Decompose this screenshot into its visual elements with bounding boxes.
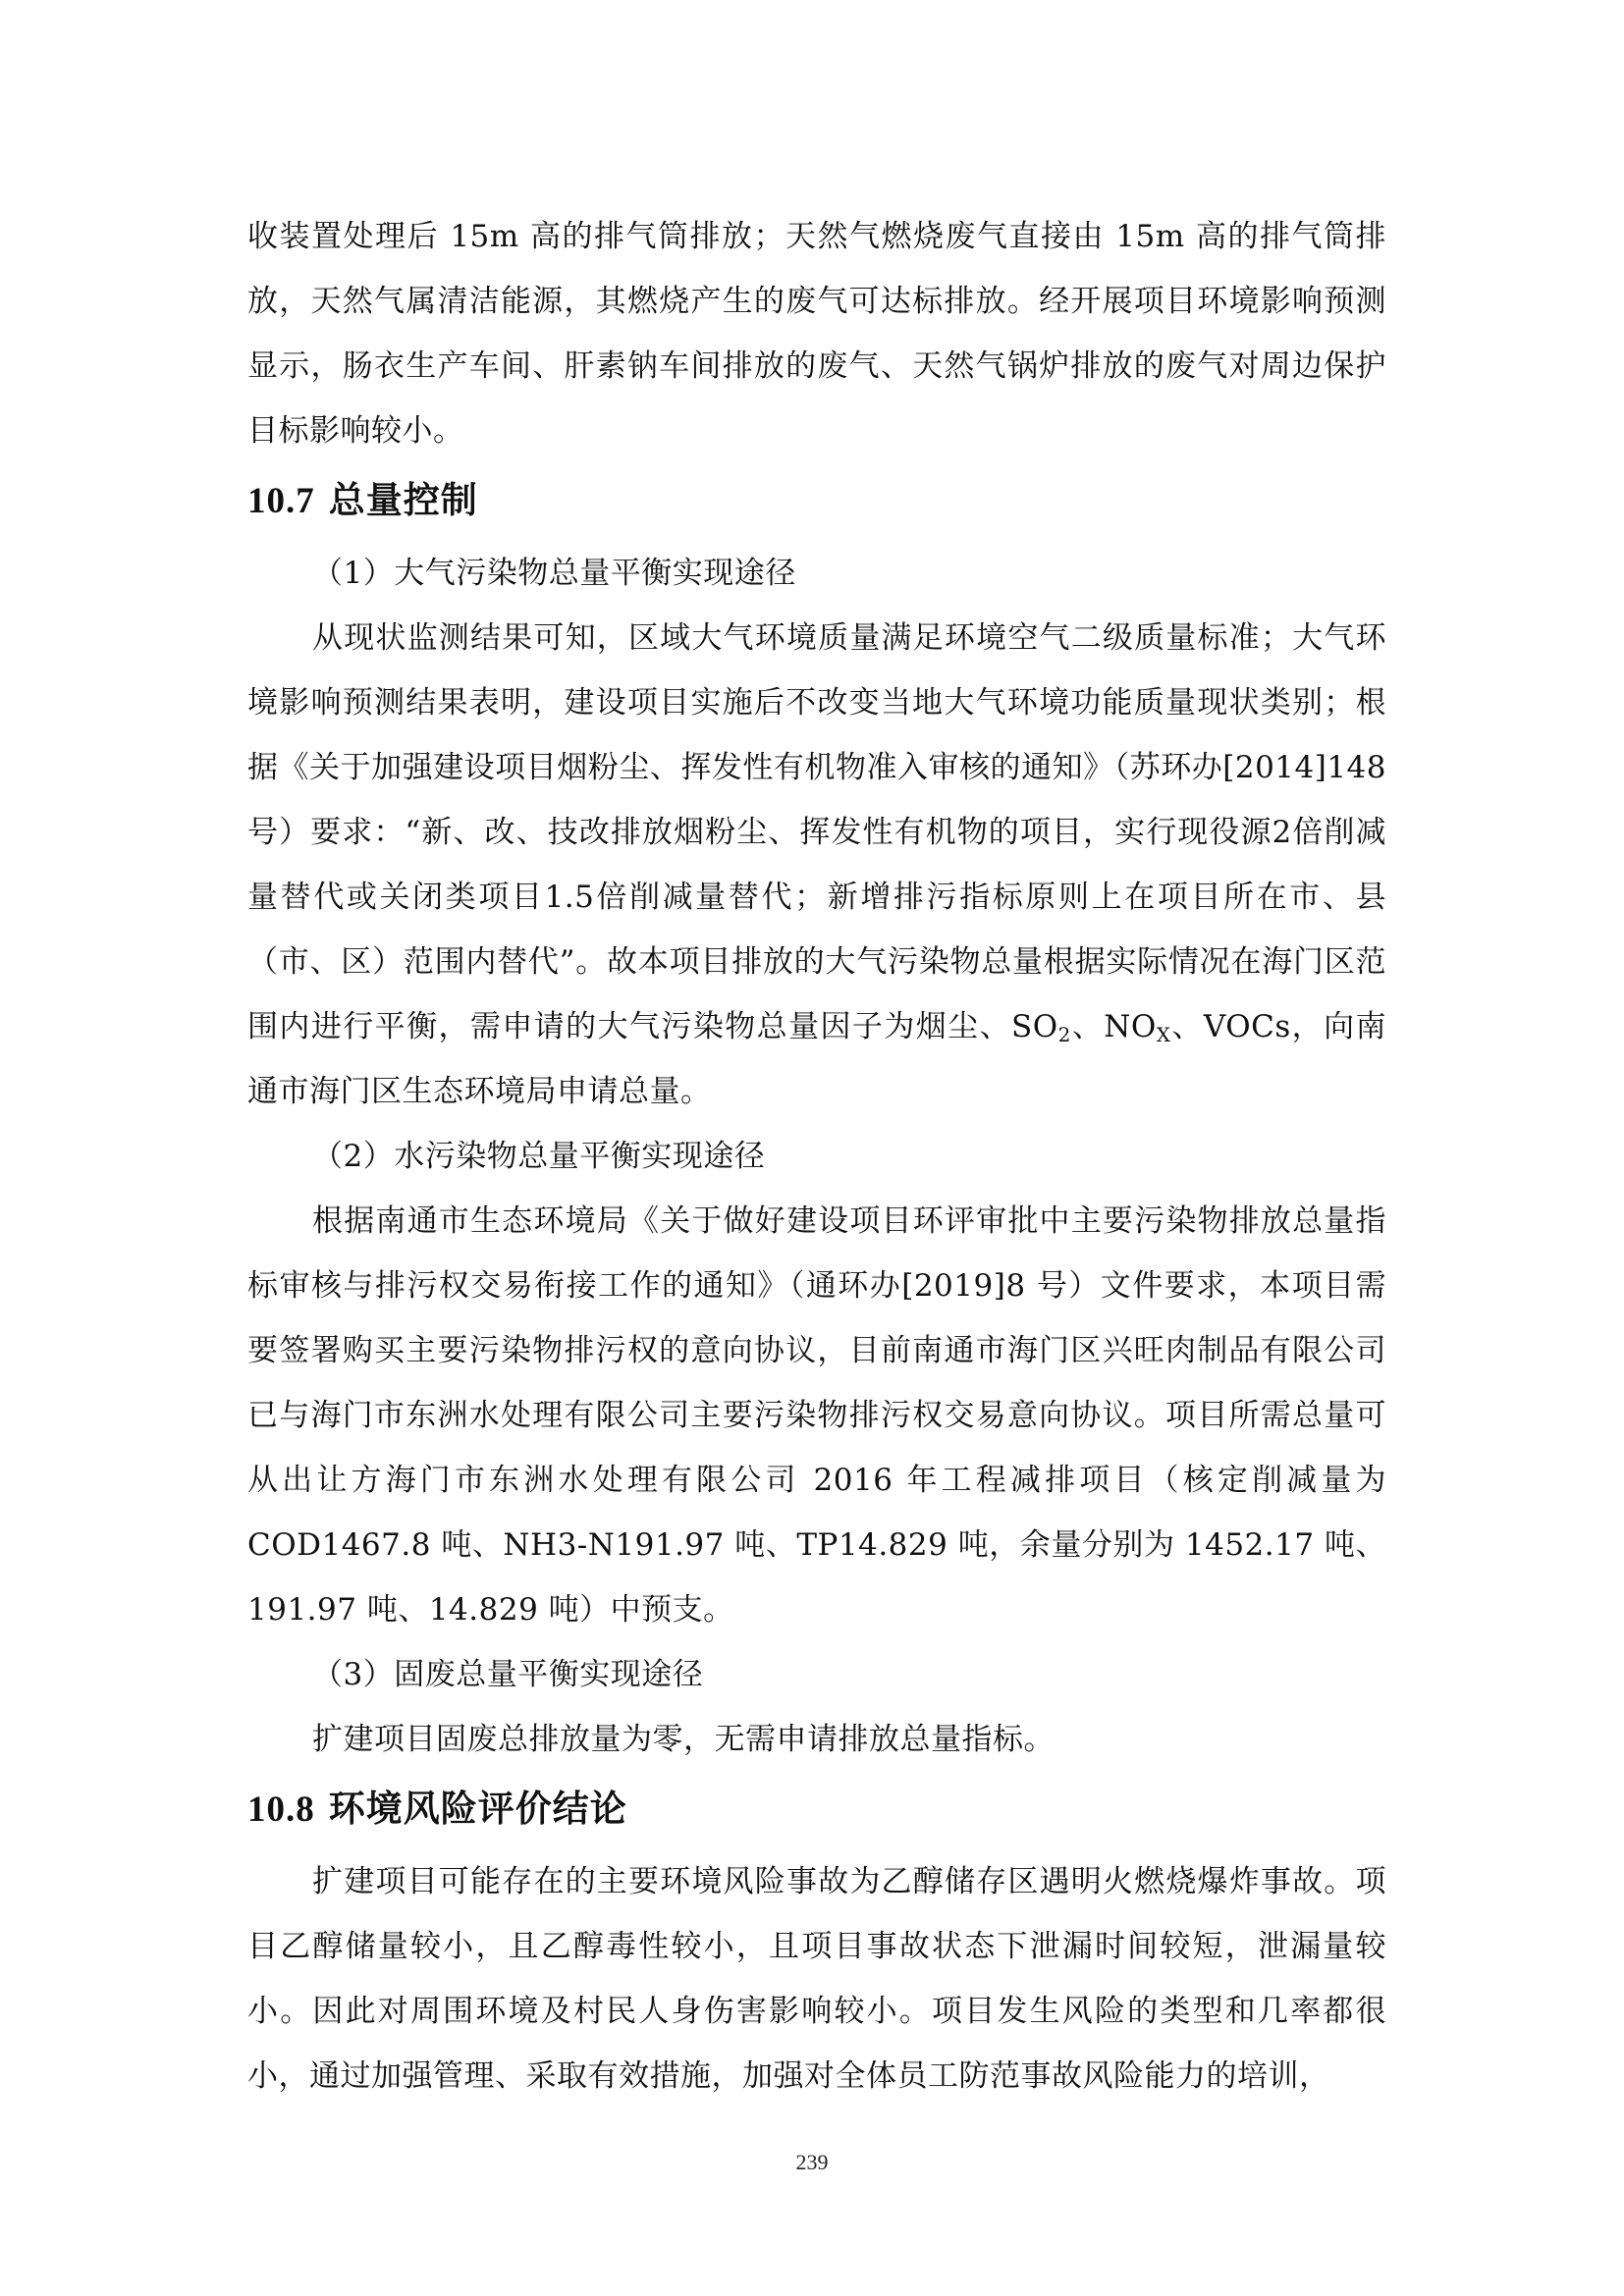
- subsection-heading-water: （2）水污染物总量平衡实现途径: [312, 1139, 766, 1174]
- section-title: 总量控制: [328, 479, 478, 521]
- page-content: [247, 204, 1386, 2109]
- nox-subscript: X: [1156, 1023, 1171, 1046]
- paragraph-environmental-risk: 扩建项目可能存在的主要环境风险事故为乙醇储存区遇明火燃烧爆炸事故。项目乙醇储量较小，且乙醇毒性较小，且项目事故状态下泄漏时间较短，泄漏量较小。因此对周围环境及村民人身伤害影响较小。项目发生风险的类型和几率都很小，通过加强管理、采取有效措施，加强对全体员工防范事故风险能力的培训，: [247, 1864, 1386, 2094]
- paragraph-water-pollutants: 根据南通市生态环境局《关于做好建设项目环评审批中主要污染物排放总量指标审核与排污权交易衔接工作的通知》（通环办[2019]8 号）文件要求，本项目需要签署购买主要污染物排污权的意向协议，目前南通市海门区兴旺肉制品有限公司已与海门市东洲水处理有限公司主要污染物排污权交易意向协议。项目所需总量可从出让方海门市东洲水处理有限公司 2016 年工程减排项目（核定削减量为 COD1467.8 吨、NH3-N191.97 吨、TP14.829 吨，余量分别为 1452.17 吨、191.97 吨、14.829 吨）中预支。: [247, 1203, 1386, 1628]
- so2-subscript: 2: [1057, 1023, 1071, 1046]
- paragraph-air-pollutants: [247, 606, 1386, 1124]
- subsection-heading-solid-waste: （3）固废总量平衡实现途径: [312, 1657, 704, 1692]
- air-text-part-2: 、NO: [1070, 1009, 1157, 1044]
- section-heading-10-8: [247, 1774, 1386, 1845]
- section-title: 环境风险评价结论: [328, 1788, 627, 1830]
- air-text-part-1: 从现状监测结果可知，区域大气环境质量满足环境空气二级质量标准；大气环境影响预测结果表明，建设项目实施后不改变当地大气环境功能质量现状类别；根据《关于加强建设项目烟粉尘、挥发性有机物准入审核的通知》（苏环办[2014]148号）要求：“新、改、技改排放烟粉尘、挥发性有机物的项目，实行现役源2倍削减量替代或关闭类项目1.5倍削减量替代；新增排污指标原则上在项目所在市、县（市、区）范围内替代”。故本项目排放的大气污染物总量根据实际情况在海门区范围内进行平衡，需申请的大气污染物总量因子为烟尘、SO: [247, 620, 1386, 1044]
- paragraph-solid-waste: 扩建项目固废总排放量为零，无需申请排放总量指标。: [312, 1722, 1055, 1757]
- air-text-part-3: 、VOCs，向南通市海门区生态环境局申请总量。: [247, 1009, 1386, 1109]
- intro-paragraph: 收装置处理后 15m 高的排气筒排放；天然气燃烧废气直接由 15m 高的排气筒排放，天然气属清洁能源，其燃烧产生的废气可达标排放。经开展项目环境影响预测显示，肠衣生产车间、肝素钠车间排放的废气、天然气锅炉排放的废气对周边保护目标影响较小。: [247, 219, 1386, 449]
- section-number: 10.8: [247, 1789, 315, 1830]
- subsection-heading-air: （1）大气污染物总量平衡实现途径: [312, 556, 796, 591]
- section-heading-10-7: [247, 465, 1386, 537]
- page-number: 239: [795, 2150, 829, 2174]
- section-number: 10.7: [247, 481, 315, 521]
